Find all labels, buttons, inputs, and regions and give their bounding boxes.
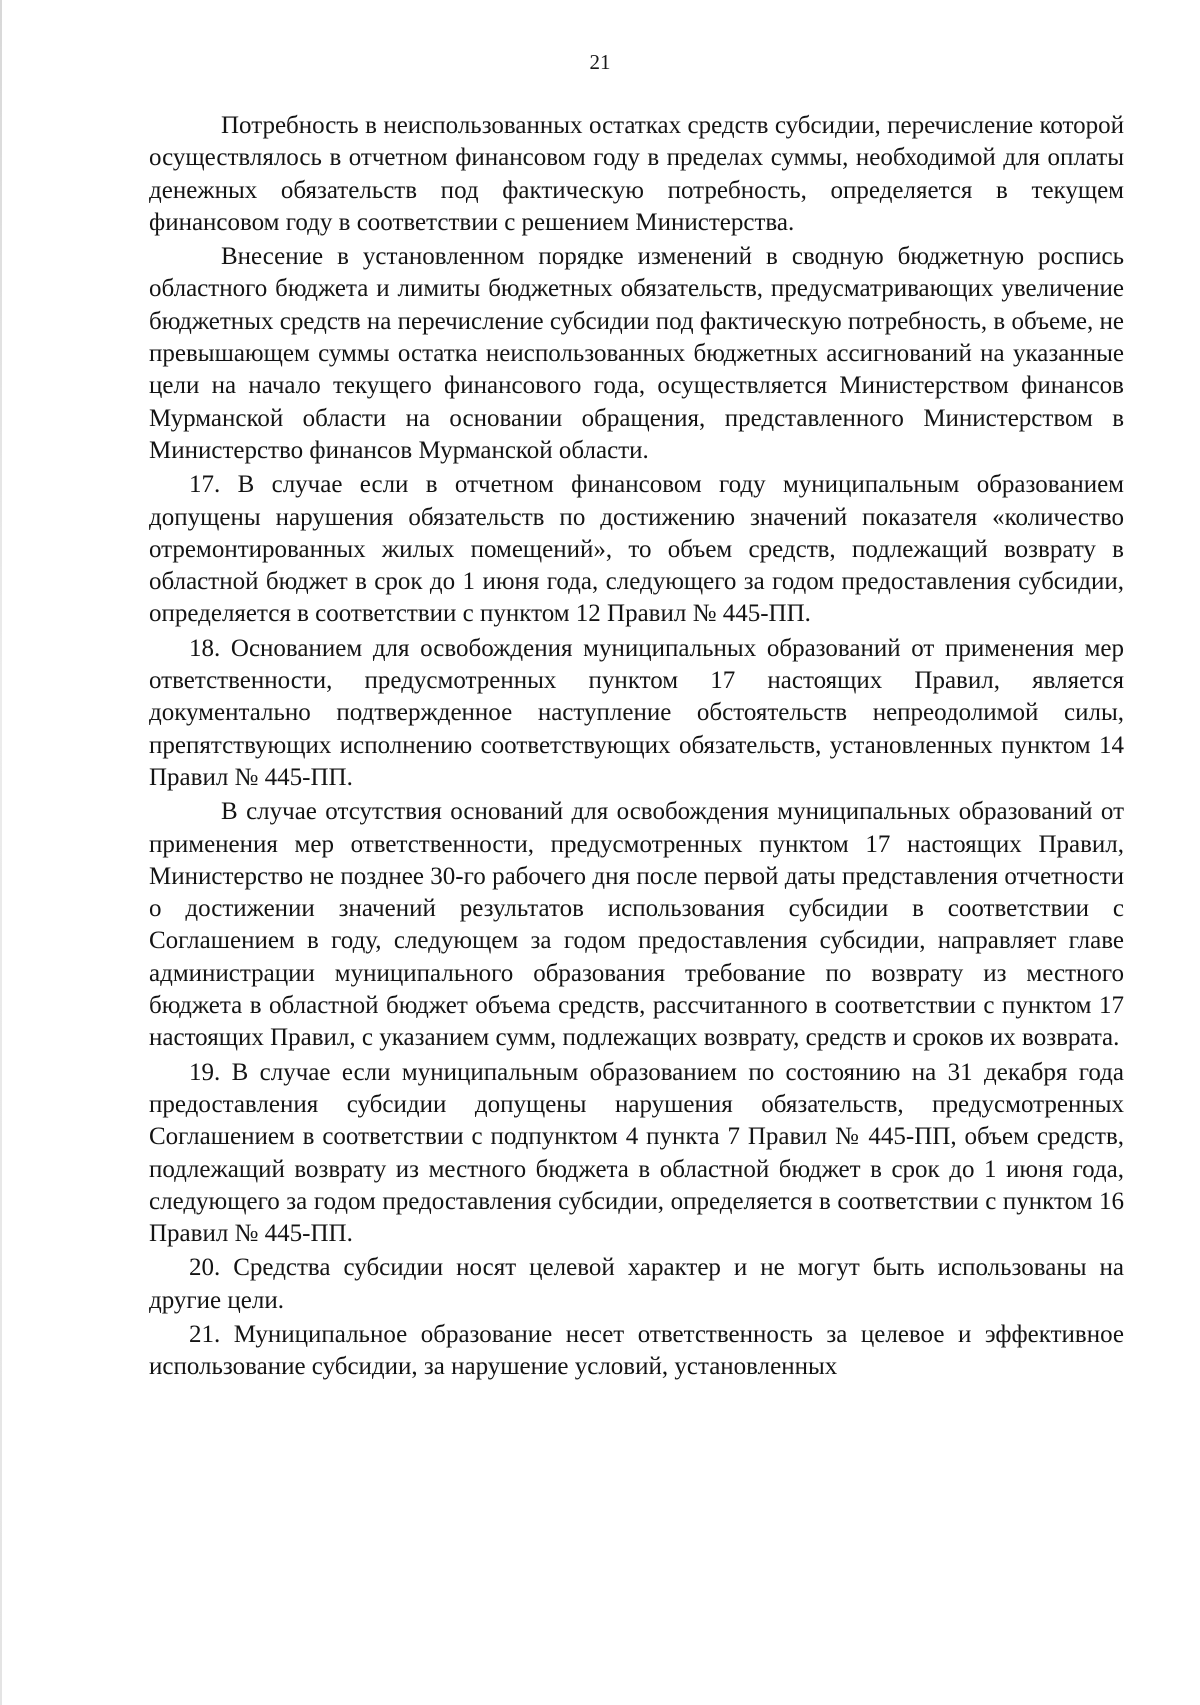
page-number: 21 [589,50,611,74]
paragraph-20: 20. Средства субсидии носят целевой характер и не могут быть использованы на другие цели. [149,1254,1124,1314]
scan-edge [0,0,2,1705]
paragraph-budget-changes: Внесение в установленном порядке изменений в сводную бюджетную роспись областного бюджета и лимиты бюджетных обязательств, предусматривающих увеличение бюджетных средств на перечисление субсидии под фактическую потребность, в объеме, не превышающем суммы остатка неиспользованных бюджетных ассигнований на указанные цели на начало текущего финансового года, осуществляется Министерством финансов Мурманской области на основании обращения, представленного Министерством в Министерство финансов Мурманской области. [149,243,1124,464]
paragraph-17: 17. В случае если в отчетном финансовом году муниципальным образованием допущены нарушения обязательств по достижению значений показателя «количество отремонтированных жилых помещений», то объем средств, подлежащий возврату в областной бюджет в срок до 1 июня года, следующего за годом предоставления субсидии, определяется в соответствии с пунктом 12 Правил № 445-ПП. [149,471,1124,628]
paragraph-no-grounds: В случае отсутствия оснований для освобождения муниципальных образований от применения мер ответственности, предусмотренных пунктом 17 настоящих Правил, Министерство не позднее 30-го рабочего дня после первой даты представления отчетности о достижении значений результатов использования субсидии в соответствии с Соглашением в году, следующем за годом предоставления субсидии, направляет главе администрации муниципального образования требование по возврату из местного бюджета в областной бюджет объема средств, рассчитанного в соответствии с пунктом 17 настоящих Правил, с указанием сумм, подлежащих возврату, средств и сроков их возврата. [149,798,1124,1052]
paragraph-21: 21. Муниципальное образование несет ответственность за целевое и эффективное использование субсидии, за нарушение условий, установленных [149,1320,1124,1381]
paragraph-18: 18. Основанием для освобождения муниципальных образований от применения мер ответственности, предусмотренных пунктом 17 настоящих Правил, является документально подтвержденное наступление обстоятельств непреодолимой силы, препятствующих исполнению соответствующих обязательств, установленных пунктом 14 Правил № 445-ПП. [149,634,1124,791]
document-body [149,110,1124,1386]
paragraph-unused-balance: Потребность в неиспользованных остатках средств субсидии, перечисление которой осуществлялось в отчетном финансовом году в пределах суммы, необходимой для оплаты денежных обязательств под фактическую потребность, определяется в текущем финансовом году в соответствии с решением Министерства. [149,112,1124,236]
paragraph-19: 19. В случае если муниципальным образованием по состоянию на 31 декабря года предоставления субсидии допущены нарушения обязательств, предусмотренных Соглашением в соответствии с подпунктом 4 пункта 7 Правил № 445-ПП, объем средств, подлежащий возврату из местного бюджета в областной бюджет в срок до 1 июня года, следующего за годом предоставления субсидии, определяется в соответствии с пунктом 16 Правил № 445-ПП. [149,1058,1124,1248]
